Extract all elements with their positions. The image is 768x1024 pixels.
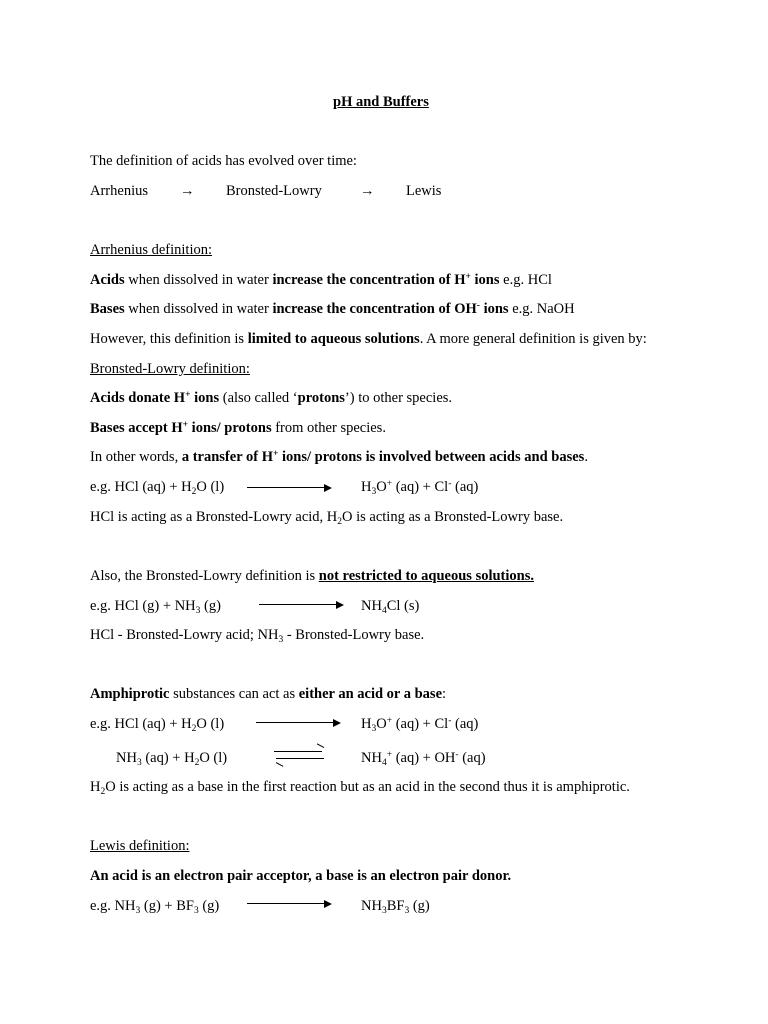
- bronsted-eq2-right: $NH_4Cl$ (s): [361, 598, 420, 616]
- equilibrium-arrow: [274, 747, 324, 763]
- page-title: pH and Buffers: [333, 94, 429, 110]
- arrhenius-bases: Bases when dissolved in water increase the concentration of OH- ions e.g. NaOH: [90, 301, 575, 317]
- bronsted-eq1-note: HCl is acting as a Bronsted-Lowry acid, $H_2O$ is acting as a Bronsted-Lowry base.: [90, 509, 564, 527]
- lewis-definition: An acid is an electron pair acceptor, a base is an electron pair donor.: [90, 868, 512, 884]
- bronsted-eq1-left: e.g. HCl $(aq) + H_2O$ (l): [90, 479, 225, 497]
- amphiprotic-eq1-left: e.g. HCl $(aq) + H_2O$ (l): [90, 716, 225, 734]
- amphiprotic-eq2-left: $NH_3$ $(aq) + H_2O$ (l): [116, 750, 228, 768]
- intro-line: The definition of acids has evolved over time:: [90, 153, 357, 169]
- bronsted-bases: Bases accept H+ ions/ protons from other species.: [90, 420, 386, 436]
- progression-bronsted: Bronsted-Lowry: [226, 183, 322, 199]
- arrhenius-acids: Acids when dissolved in water increase the concentration of H+ ions e.g. HCl: [90, 272, 552, 288]
- bronsted-also: Also, the Bronsted-Lowry definition is not restricted to aqueous solutions.: [90, 568, 534, 584]
- bronsted-eq2-note: HCl - Bronsted-Lowry acid; $NH_3$ - Bronsted-Lowry base.: [90, 627, 425, 645]
- amphiprotic-line: Amphiprotic substances can act as either an acid or a base:: [90, 686, 447, 702]
- progression-arrow-2: →: [360, 183, 375, 199]
- lewis-heading: Lewis definition:: [90, 838, 190, 854]
- reaction-arrow: [247, 899, 332, 909]
- amphiprotic-eq2-right: $NH_4^+$ (aq) + OH- (aq): [361, 750, 486, 768]
- amphiprotic-eq1-right: $H_3O^+$ (aq) + Cl- (aq): [361, 716, 479, 734]
- arrhenius-heading: Arrhenius definition:: [90, 242, 213, 258]
- progression-arrhenius: Arrhenius: [90, 183, 148, 199]
- lewis-eq-right: $NH_3BF_3$ (g): [361, 898, 430, 916]
- bronsted-heading: Bronsted-Lowry definition:: [90, 361, 250, 377]
- bronsted-eq1-right: $H_3O^+$ (aq) + Cl- (aq): [361, 479, 479, 497]
- progression-arrow-1: →: [180, 183, 195, 199]
- bronsted-acids: Acids donate H+ ions (also called ‘protons’) to other species.: [90, 390, 453, 406]
- reaction-arrow: [259, 600, 344, 610]
- reaction-arrow: [247, 483, 332, 493]
- reaction-arrow: [256, 718, 341, 728]
- arrhenius-limit: However, this definition is limited to aqueous solutions. A more general definition is given by:: [90, 331, 647, 347]
- amphiprotic-note: $H_2O$ is acting as a base in the first reaction but as an acid in the second thus it is amphiprotic.: [90, 779, 630, 797]
- lewis-eq-left: e.g. $NH_3$ $(g) + BF_3$ (g): [90, 898, 220, 916]
- progression-lewis: Lewis: [406, 183, 442, 199]
- bronsted-eq2-left: e.g. HCl $(g) + NH_3$ (g): [90, 598, 221, 616]
- bronsted-transfer: In other words, a transfer of H+ ions/ protons is involved between acids and bases.: [90, 449, 588, 465]
